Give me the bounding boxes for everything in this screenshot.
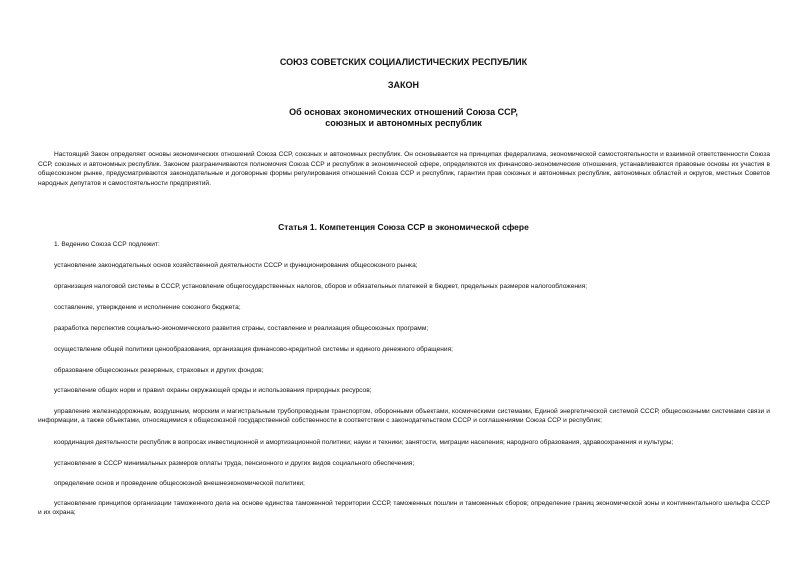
state-title: СОЮЗ СОВЕТСКИХ СОЦИАЛИСТИЧЕСКИХ РЕСПУБЛИК (279, 57, 528, 67)
law-title (0, 107, 807, 129)
list-item: установление общих норм и правил охраны окружающей среды и использования природных ресурсов; (54, 387, 372, 394)
document-type: ЗАКОН (387, 80, 420, 90)
list-item: установление в СССР минимальных размеров оплаты труда, пенсионного и других видов социального обеспечения; (54, 460, 415, 467)
list-item: образование общесоюзных резервных, страховых и других фондов; (54, 367, 264, 374)
list-item: осуществление общей политики ценообразования, организация финансово-кредитной системы и единого денежного обращения; (54, 346, 453, 353)
law-title-line-2: союзных и автономных республик (325, 118, 482, 128)
article-1-title: Статья 1. Компетенция Союза ССР в экономической сфере (278, 222, 529, 232)
article-1-intro: 1. Ведению Союза ССР подлежит: (54, 241, 160, 248)
law-title-line-1: Об основах экономических отношений Союза ССР, (289, 107, 518, 117)
list-item: организация налоговой системы в СССР, установление общегосударственных налогов, сборов и обязательных платежей в бюджет, предельных размеров налогообложения; (54, 283, 588, 290)
list-item: составление, утверждение и исполнение союзного бюджета; (54, 304, 241, 311)
list-item: определение основ и проведение общесоюзной внешнеэкономической политики; (54, 480, 305, 487)
preamble-paragraph: Настоящий Закон определяет основы экономических отношений Союза ССР, союзных и автономных республик. Он основывается на принципах федерализма, экономической самостоятельности и взаимной ответственности Союза ССР, союзных и автономных республик. Законом разграничиваются полномочия Союза ССР и республик в экономической сфере, определяются их финансово-экономические отношения, устанавливаются правовые основы их участия в общесоюзном рынке, предусматриваются законодательные и договорные формы регулирования отношений Союза ССР и республик, гарантии прав союзных и автономных республик, автономных областей и округов, местных Советов народных депутатов и самостоятельности предприятий. (38, 151, 770, 187)
list-item: разработка перспектив социально-экономического развития страны, составление и реализация общесоюзных программ; (54, 325, 429, 332)
list-item: координация деятельности республик в вопросах инвестиционной и амортизационной политики; науки и техники; занятости, миграции населения; народного образования, здравоохранения и культуры; (54, 439, 674, 446)
list-item: управление железнодорожным, воздушным, морским и магистральным трубопроводным транспортом, оборонными объектами, космическими системами, Единой энергетической системой СССР, общесоюзными системами связи и информации, а также объектами, относящимися к общесоюзной государственной собственности в соответствии с законодательством СССР и соглашениями Союза ССР и республик; (38, 408, 770, 424)
list-item: установление законодательных основ хозяйственной деятельности СССР и функционирования общесоюзного рынка; (54, 262, 418, 269)
list-item: установление принципов организации таможенного дела на основе единства таможенной территории СССР, таможенных пошлин и таможенных сборов; определение границ экономической зоны и континентального шельфа СССР и их охрана; (38, 500, 770, 516)
